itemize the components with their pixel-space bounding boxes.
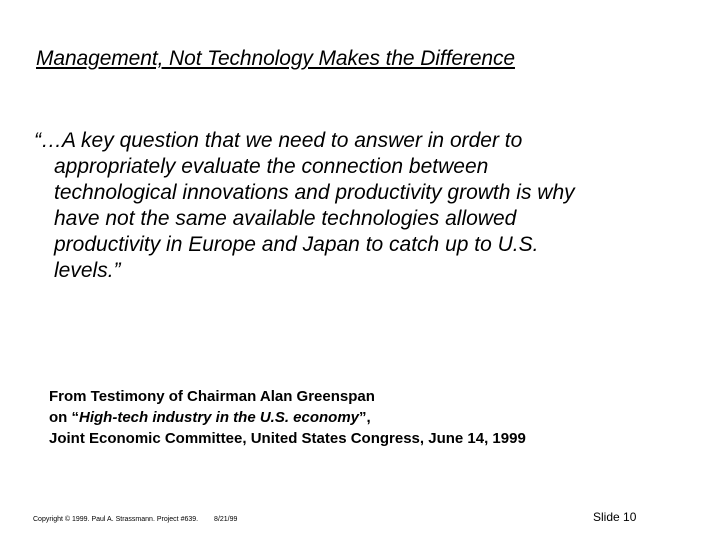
attribution-source: From Testimony of Chairman Alan Greenspan xyxy=(49,388,375,405)
quote-block xyxy=(34,128,674,284)
topic-prefix: on “ xyxy=(49,409,79,426)
topic-suffix: ”, xyxy=(359,409,371,426)
attribution-venue: Joint Economic Committee, United States Congress, June 14, 1999 xyxy=(49,430,526,447)
slide-number: Slide 10 xyxy=(593,510,637,524)
quote-line: “…A key question that we need to answer in order to xyxy=(34,129,523,152)
footer-date: 8/21/99 xyxy=(214,516,238,523)
quote-line: technological innovations and productivity growth is why xyxy=(54,181,575,204)
quote-line: productivity in Europe and Japan to catch up to U.S. xyxy=(54,233,539,256)
copyright-footer xyxy=(33,516,251,523)
attribution-topic xyxy=(49,407,526,428)
slide-title: Management, Not Technology Makes the Difference xyxy=(36,47,515,70)
quote-line: have not the same available technologies allowed xyxy=(54,207,517,230)
copyright-text: Copyright © 1999. Paul A. Strassmann. Project #639. xyxy=(33,516,199,523)
quote-line: levels.” xyxy=(54,259,121,282)
quote-line: appropriately evaluate the connection between xyxy=(54,155,489,178)
topic-title: High-tech industry in the U.S. economy xyxy=(79,409,360,426)
attribution-block xyxy=(49,386,526,449)
